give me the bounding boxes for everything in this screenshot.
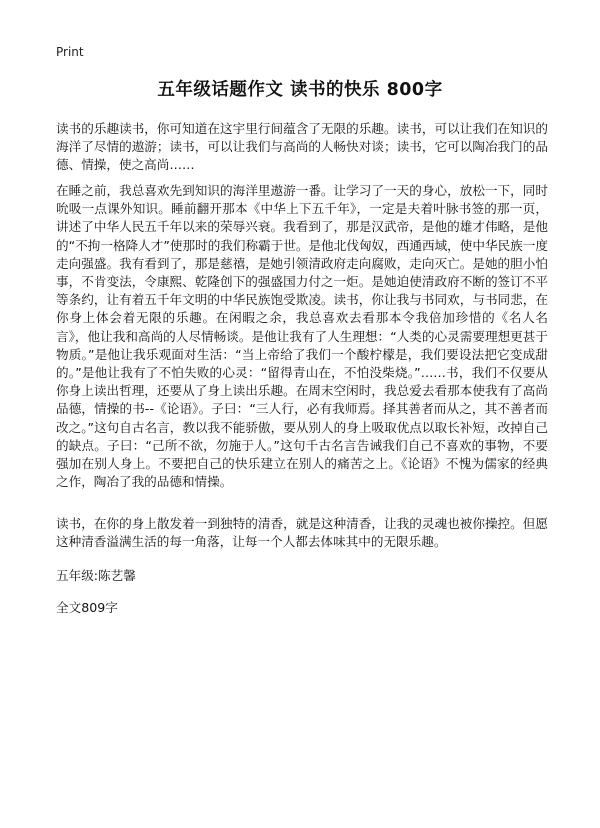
article-paragraph-2: 在睡之前，我总喜欢先到知识的海洋里遨游一番。让学习了一天的身心，放松一下，同时吮吸一点课外知识。睡前翻开那本《中华上下五千年》，一定是夫着叶脉书签的那一页，讲述了中华人民五千年以来的荣辱兴衰。我看到了，那是汉武帝，是他的雄才伟略，是他的“不拘一格降人才”使那时的我们称霸于世。是他北伐匈奴，西通西域，使中华民族一度走向强盛。我有看到了，那是慈禧，是她引领清政府走向腐败，走向灭亡。是她的胆小怕事，不肯变法，令康熙、乾隆创下的强盛国力付之一炬。是她迫使清政府不断的签订不平等条约，让有着五千年文明的中华民族饱受欺凌。读书，你让我与书同欢，与书同悲，在你身上体会着无限的乐趣。在闲暇之余，我总喜欢去看那本令我倍加珍惜的《名人名言》，他让我和高尚的人尽情畅谈。是他让我有了人生理想：“人类的心灵需要理想更甚于物质。”是他让我乐观面对生活：“当上帝给了我们一个酸柠檬是，我们要设法把它变成甜的。”是他让我有了不怕失败的心灵：“留得青山在，不怕没柴烧。”……书，我们不仅要从你身上读出哲理，还要从了身上读出乐趣。在周末空闲时，我总爱去看那本使我有了高尚品德，情操的书--《论语》。子曰：“三人行，必有我师焉。择其善者而从之，其不善者而改之。”这句自古名言，教以我不能骄傲，要从别人的身上吸取优点以取长补短，改掉自己的缺点。子曰：“己所不欲，勿施于人。”这句千古名言告诫我们自己不喜欢的事物，不要强加在别人身上。不要把自己的快乐建立在别人的痛苦之上。《论语》不愧为儒家的经典之作，陶冶了我的品德和情操。 <box>56 183 548 490</box>
article-paragraph-3: 读书，在你的身上散发着一到独特的清香，就是这种清香，让我的灵魂也被你操控。但愿这种清香溢满生活的每一角落，让每一个人都去体味其中的无限乐趣。 <box>56 516 548 550</box>
word-count: 全文809字 <box>56 600 118 615</box>
print-link[interactable]: Print <box>56 45 84 59</box>
article-paragraph-1: 读书的乐趣读书，你可知道在这宇里行间蕴含了无限的乐趣。读书，可以让我们在知识的海洋了尽情的遨游；读书，可以让我们与高尚的人畅快对谈；读书，它可以陶冶我门的品德、情操，使之高尚…… <box>56 121 548 173</box>
article-title: 五年级话题作文 读书的快乐 800字 <box>157 80 443 100</box>
author-line: 五年级:陈艺馨 <box>56 568 136 583</box>
